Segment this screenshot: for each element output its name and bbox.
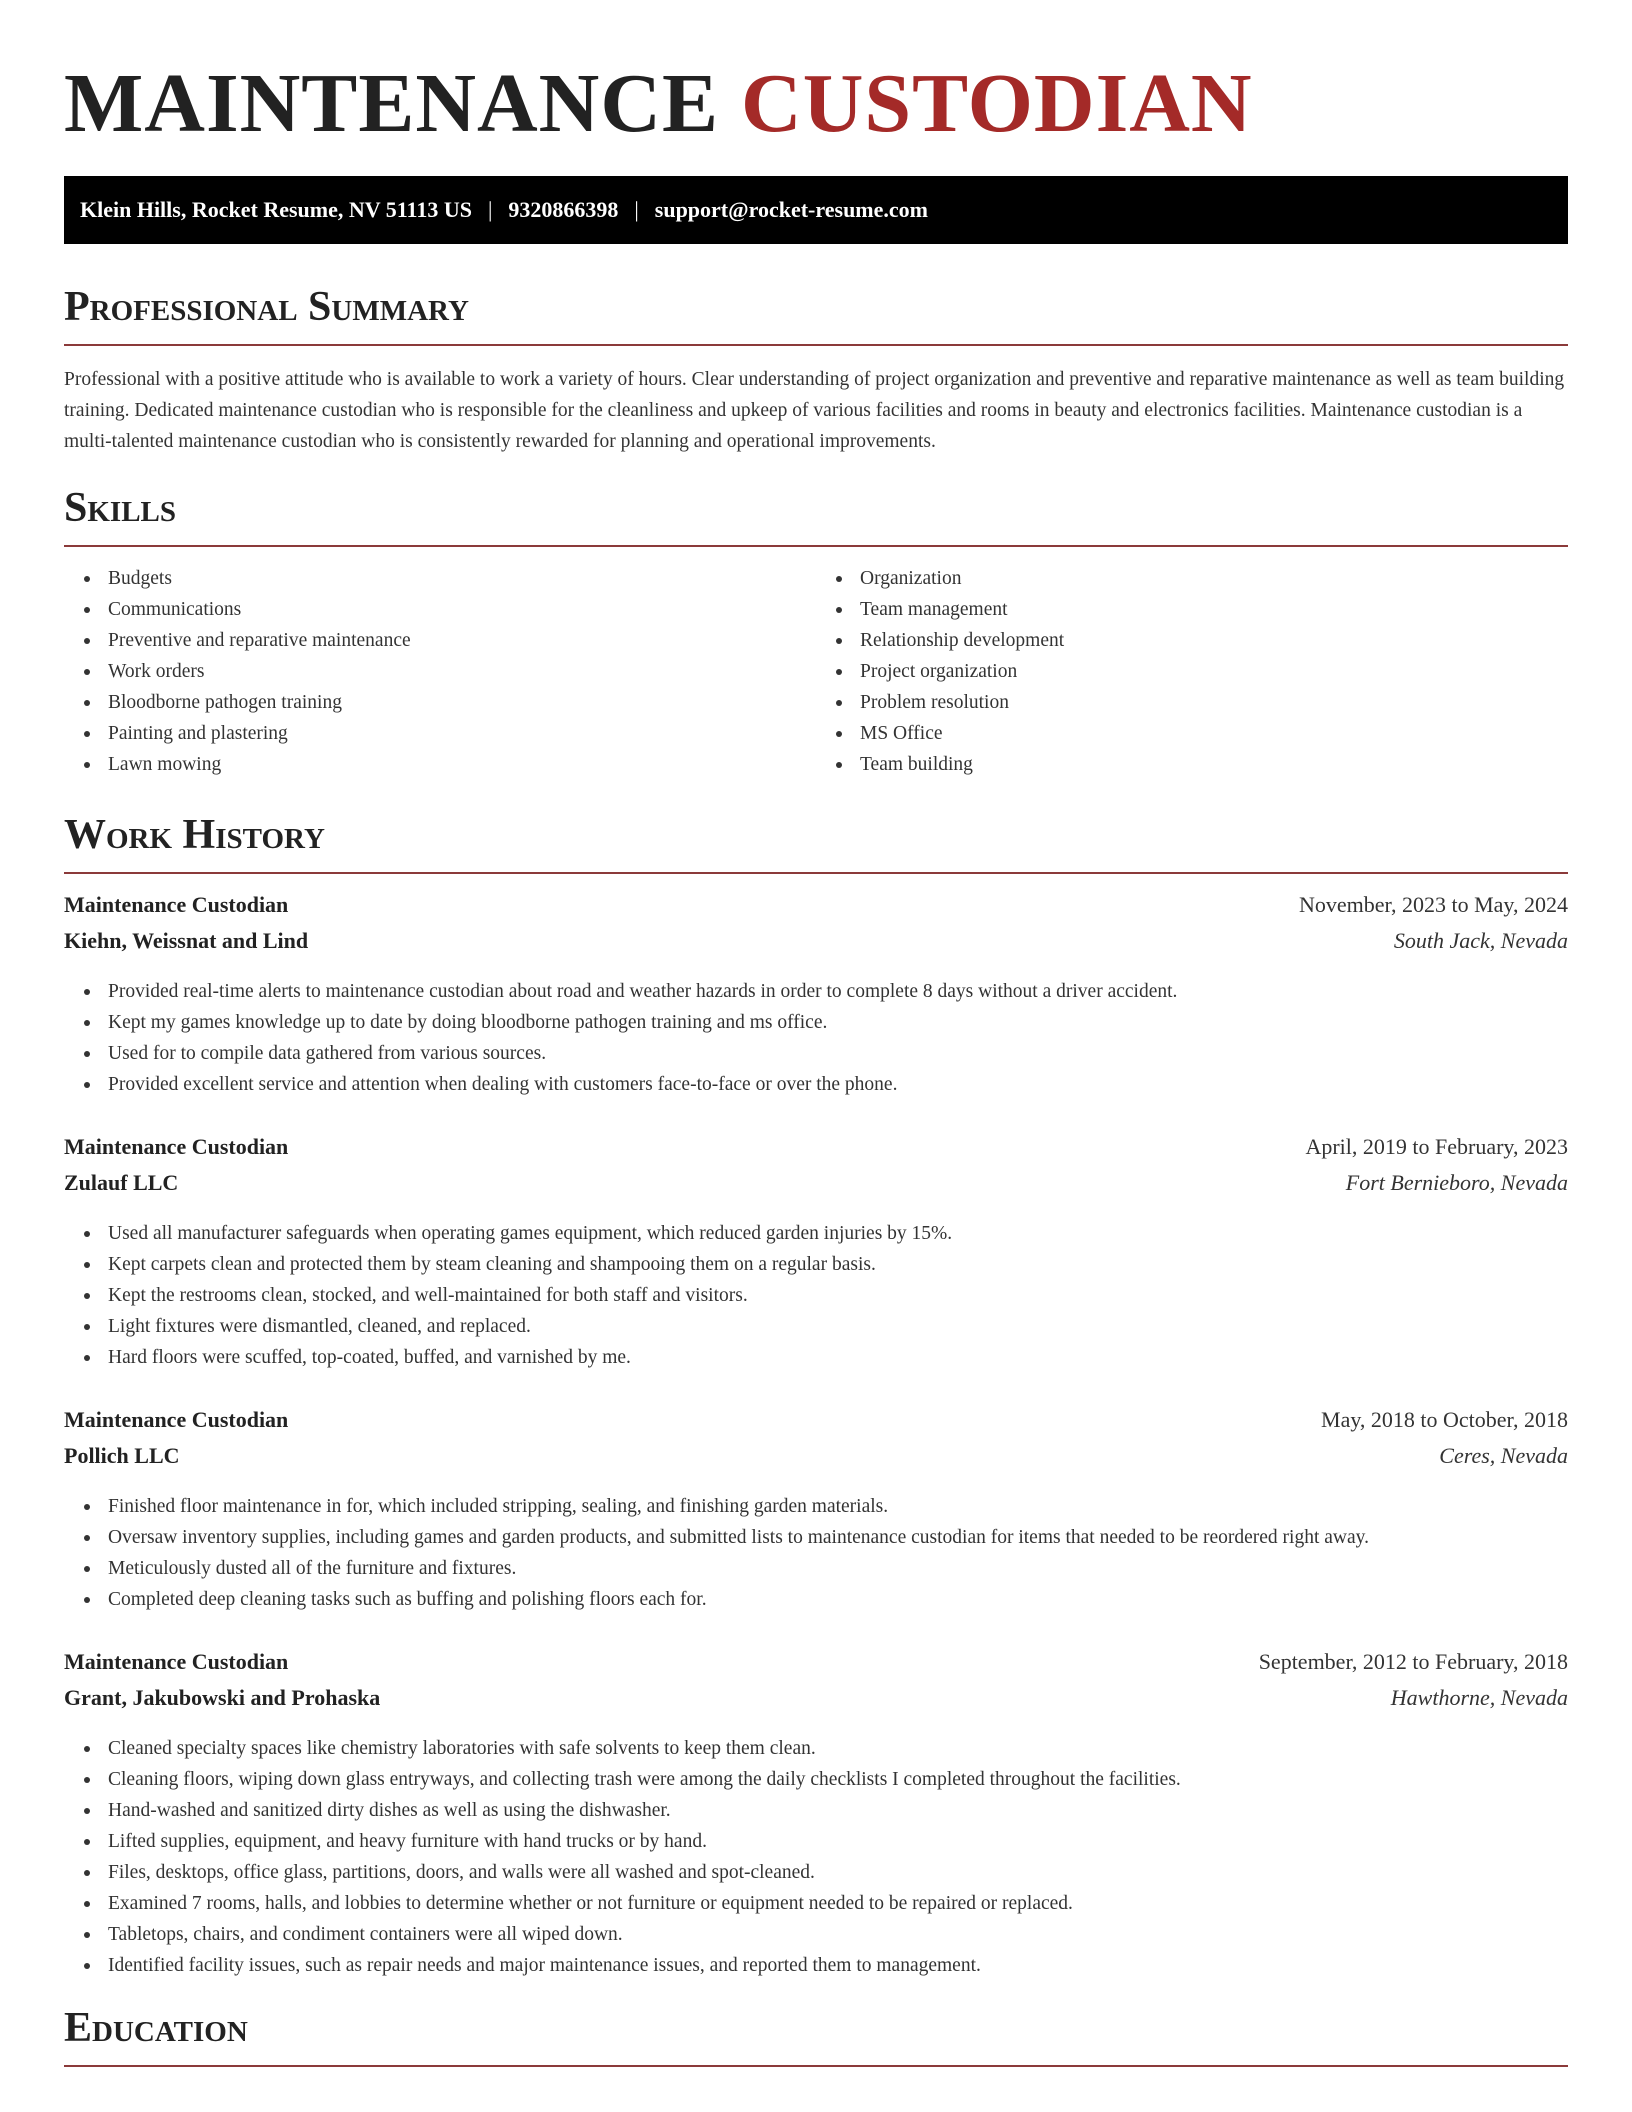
job-location: Ceres, Nevada: [1439, 1443, 1568, 1468]
job-location: South Jack, Nevada: [1393, 928, 1568, 953]
job-company-row: [64, 928, 1568, 964]
job-location: Fort Bernieboro, Nevada: [1345, 1170, 1568, 1195]
job-title: Maintenance Custodian: [64, 892, 289, 917]
summary-title: Professional Summary: [64, 282, 1568, 346]
job-company-row: [64, 1685, 1568, 1721]
name-first: MAINTENANCE: [64, 57, 720, 150]
job-duty: Provided excellent service and attention when dealing with customers face-to-face or over the phone.: [64, 1069, 1568, 1100]
job-duty: Examined 7 rooms, halls, and lobbies to determine whether or not furniture or equipment needed to be repaired or replaced.: [64, 1888, 1568, 1919]
skill-item: Lawn mowing: [64, 749, 816, 780]
resume-name: [64, 56, 1568, 152]
job-duty: Light fixtures were dismantled, cleaned, and replaced.: [64, 1311, 1568, 1342]
job-dates: May, 2018 to October, 2018: [1321, 1407, 1568, 1432]
skills-title: Skills: [64, 483, 1568, 547]
contact-address: Klein Hills, Rocket Resume, NV 51113 US: [80, 197, 472, 222]
job-title: Maintenance Custodian: [64, 1134, 289, 1159]
job-duty: Provided real-time alerts to maintenance custodian about road and weather hazards in order to complete 8 days without a driver accident.: [64, 976, 1568, 1007]
skills-column-left: [64, 563, 816, 780]
contact-phone: 9320866398: [508, 197, 619, 222]
job-company: Pollich LLC: [64, 1443, 180, 1468]
job-duty: Kept the restrooms clean, stocked, and well-maintained for both staff and visitors.: [64, 1280, 1568, 1311]
job-company: Kiehn, Weissnat and Lind: [64, 928, 309, 953]
skills-section: [64, 483, 1568, 780]
job-dates: September, 2012 to February, 2018: [1258, 1649, 1568, 1674]
contact-bar: [64, 176, 1568, 244]
skill-item: Problem resolution: [816, 687, 1568, 718]
job-company: Grant, Jakubowski and Prohaska: [64, 1685, 381, 1710]
job-header-row: [64, 1649, 1568, 1685]
job-duty: Used for to compile data gathered from various sources.: [64, 1038, 1568, 1069]
name-second: CUSTODIAN: [741, 57, 1253, 150]
skill-item: Relationship development: [816, 625, 1568, 656]
skill-item: Bloodborne pathogen training: [64, 687, 816, 718]
job-header-row: [64, 1407, 1568, 1443]
job-company-row: [64, 1443, 1568, 1479]
job-duty: Kept carpets clean and protected them by steam cleaning and shampooing them on a regular basis.: [64, 1249, 1568, 1280]
work-history-title: Work History: [64, 810, 1568, 874]
job-duty: Lifted supplies, equipment, and heavy furniture with hand trucks or by hand.: [64, 1826, 1568, 1857]
summary-section: [64, 282, 1568, 457]
job-duty: Cleaned specialty spaces like chemistry laboratories with safe solvents to keep them clean.: [64, 1733, 1568, 1764]
job-title: Maintenance Custodian: [64, 1649, 289, 1674]
job-duty: Kept my games knowledge up to date by doing bloodborne pathogen training and ms office.: [64, 1007, 1568, 1038]
job-duties: [64, 976, 1568, 1100]
job-duty: Files, desktops, office glass, partitions, doors, and walls were all washed and spot-cleaned.: [64, 1857, 1568, 1888]
skill-item: Preventive and reparative maintenance: [64, 625, 816, 656]
job-duty: Identified facility issues, such as repair needs and major maintenance issues, and reported them to management.: [64, 1950, 1568, 1981]
summary-text: Professional with a positive attitude who is available to work a variety of hours. Clear understanding of project organization and preventive and reparative maintenance as well as team building training. Dedicated maintenance custodian who is responsible for the cleanliness and upkeep of various facilities and rooms in beauty and electronics facilities. Maintenance custodian is a multi-talented maintenance custodian who is consistently rewarded for planning and operational improvements.: [64, 369, 1565, 452]
job-entry: [64, 1649, 1568, 1981]
job-company-row: [64, 1170, 1568, 1206]
job-duty: Used all manufacturer safeguards when operating games equipment, which reduced garden injuries by 15%.: [64, 1218, 1568, 1249]
job-header-row: [64, 1134, 1568, 1170]
job-duty: Hand-washed and sanitized dirty dishes as well as using the dishwasher.: [64, 1795, 1568, 1826]
skill-item: Budgets: [64, 563, 816, 594]
skill-item: MS Office: [816, 718, 1568, 749]
job-duties: [64, 1733, 1568, 1981]
job-dates: November, 2023 to May, 2024: [1299, 892, 1568, 917]
job-company: Zulauf LLC: [64, 1170, 179, 1195]
job-duty: Meticulously dusted all of the furniture and fixtures.: [64, 1553, 1568, 1584]
job-entry: [64, 1134, 1568, 1373]
skills-grid: [64, 563, 1568, 780]
job-duties: [64, 1218, 1568, 1373]
job-duty: Tabletops, chairs, and condiment containers were all wiped down.: [64, 1919, 1568, 1950]
job-duty: Finished floor maintenance in for, which included stripping, sealing, and finishing garden materials.: [64, 1491, 1568, 1522]
job-duty: Cleaning floors, wiping down glass entryways, and collecting trash were among the daily checklists I completed throughout the facilities.: [64, 1764, 1568, 1795]
skill-item: Project organization: [816, 656, 1568, 687]
job-duties: [64, 1491, 1568, 1615]
skills-column-right: [816, 563, 1568, 780]
job-location: Hawthorne, Nevada: [1390, 1685, 1568, 1710]
skill-item: Painting and plastering: [64, 718, 816, 749]
skill-item: Communications: [64, 594, 816, 625]
job-entry: [64, 892, 1568, 1100]
education-title: Education: [64, 2003, 1568, 2067]
skill-item: Team management: [816, 594, 1568, 625]
job-duty: Oversaw inventory supplies, including games and garden products, and submitted lists to maintenance custodian for items that needed to be reordered right away.: [64, 1522, 1568, 1553]
job-entry: [64, 1407, 1568, 1615]
work-history-section: [64, 810, 1568, 1981]
skill-item: Team building: [816, 749, 1568, 780]
job-title: Maintenance Custodian: [64, 1407, 289, 1432]
job-dates: April, 2019 to February, 2023: [1305, 1134, 1568, 1159]
job-header-row: [64, 892, 1568, 928]
skill-item: Work orders: [64, 656, 816, 687]
job-duty: Completed deep cleaning tasks such as buffing and polishing floors each for.: [64, 1584, 1568, 1615]
job-duty: Hard floors were scuffed, top-coated, buffed, and varnished by me.: [64, 1342, 1568, 1373]
education-section: [64, 2003, 1568, 2067]
contact-separator: |: [634, 197, 639, 222]
contact-separator: |: [487, 197, 493, 222]
contact-email: support@rocket-resume.com: [654, 197, 928, 222]
skill-item: Organization: [816, 563, 1568, 594]
